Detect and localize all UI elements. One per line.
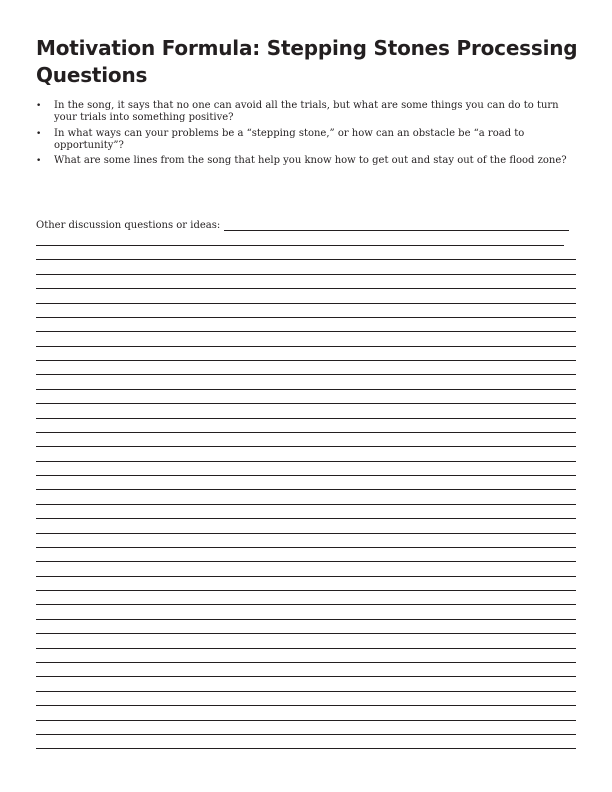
question-text: What are some lines from the song that help you know how to get out and stay out of the flood zone?	[54, 155, 567, 167]
writing-line[interactable]	[36, 533, 576, 534]
writing-line[interactable]	[36, 691, 576, 692]
writing-line[interactable]	[36, 288, 576, 289]
writing-line[interactable]	[36, 374, 576, 375]
writing-line[interactable]	[36, 389, 576, 390]
bullet-icon: •	[36, 101, 42, 111]
writing-line[interactable]	[36, 662, 576, 663]
writing-line[interactable]	[36, 403, 576, 404]
writing-line[interactable]	[36, 734, 576, 735]
writing-line[interactable]	[36, 259, 576, 260]
question-text: In what ways can your problems be a “stepping stone,” or how can an obstacle be “a road to opportunity”?	[54, 127, 525, 151]
writing-line[interactable]	[36, 432, 576, 433]
other-ideas-label: Other discussion questions or ideas:	[36, 220, 221, 231]
writing-line[interactable]	[36, 633, 576, 634]
writing-line[interactable]	[36, 619, 576, 620]
other-ideas-row	[36, 218, 569, 232]
writing-line[interactable]	[36, 360, 576, 361]
writing-line[interactable]	[36, 446, 576, 447]
writing-line[interactable]	[36, 705, 576, 706]
page-title: Motivation Formula: Stepping Stones Processing Questions	[36, 36, 578, 87]
question-item	[36, 128, 582, 153]
writing-line[interactable]	[36, 245, 564, 246]
other-ideas-blank-line[interactable]	[224, 229, 569, 231]
question-item	[36, 100, 582, 125]
writing-line[interactable]	[36, 604, 576, 605]
bullet-icon: •	[36, 156, 42, 167]
writing-line[interactable]	[36, 418, 576, 419]
bullet-icon: •	[36, 128, 42, 139]
writing-line[interactable]	[36, 748, 576, 749]
writing-line[interactable]	[36, 547, 576, 548]
processing-questions-list	[36, 100, 582, 170]
writing-line[interactable]	[36, 648, 576, 649]
writing-line[interactable]	[36, 274, 576, 275]
writing-line[interactable]	[36, 518, 576, 519]
writing-line[interactable]	[36, 676, 576, 677]
writing-line[interactable]	[36, 489, 576, 490]
question-text: In the song, it says that no one can avoid all the trials, but what are some things you can do to turn your trials into something positive?	[54, 100, 559, 124]
writing-line[interactable]	[36, 561, 576, 562]
writing-line[interactable]	[36, 576, 576, 577]
writing-line[interactable]	[36, 504, 576, 505]
question-item	[36, 155, 582, 167]
writing-line[interactable]	[36, 331, 576, 332]
writing-line[interactable]	[36, 590, 576, 591]
writing-line[interactable]	[36, 461, 576, 462]
writing-line[interactable]	[36, 303, 576, 304]
writing-line[interactable]	[36, 475, 576, 476]
writing-line[interactable]	[36, 720, 576, 721]
writing-line[interactable]	[36, 346, 576, 347]
writing-line[interactable]	[36, 317, 576, 318]
